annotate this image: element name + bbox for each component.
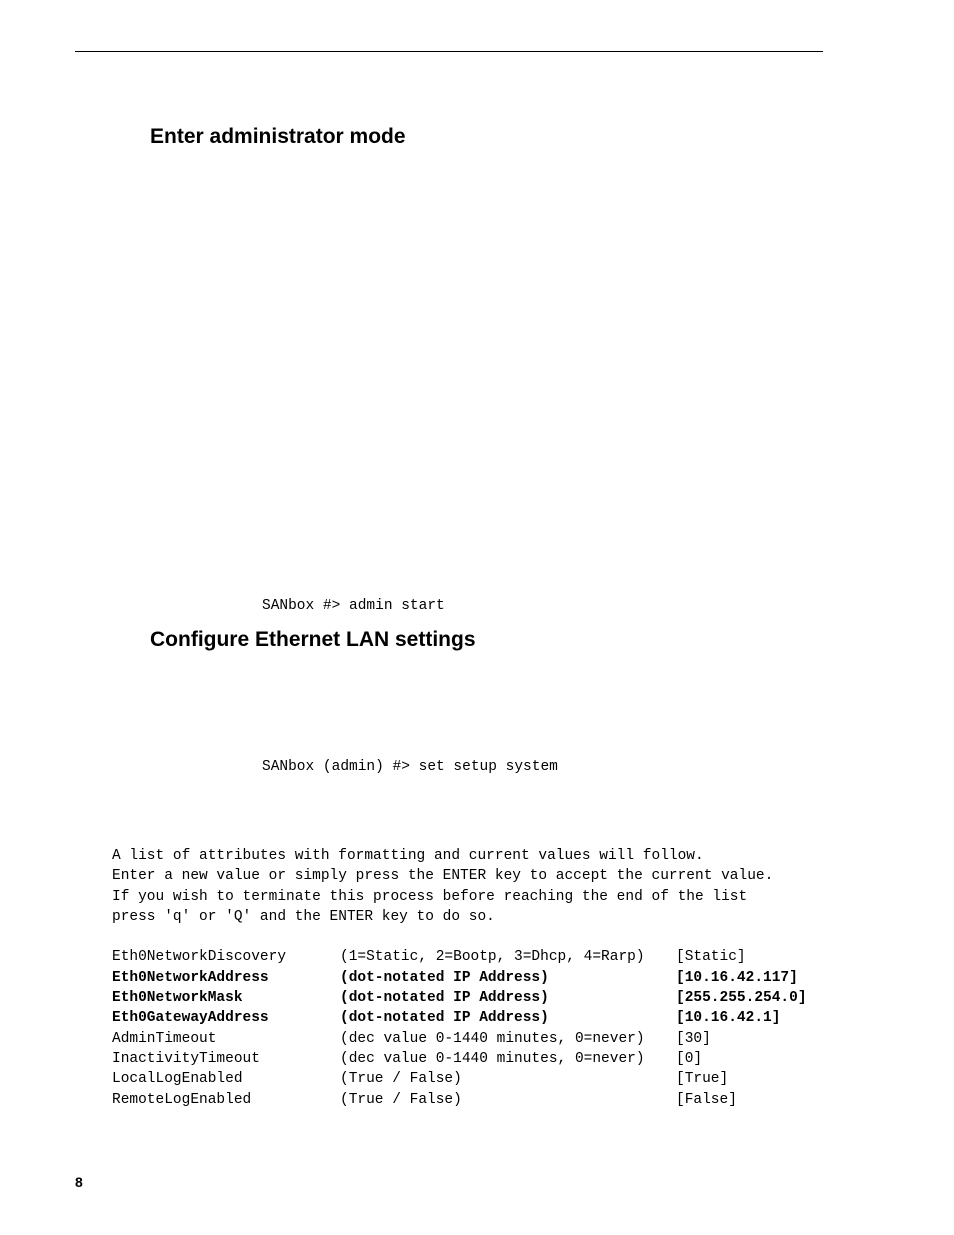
attribute-value: [10.16.42.1] — [676, 1010, 781, 1027]
attribute-row-local-log-enabled — [112, 1069, 807, 1089]
command-set-setup-system: SANbox (admin) #> set setup system — [262, 759, 558, 775]
command-admin-start: SANbox #> admin start — [262, 598, 445, 614]
attribute-value: [10.16.42.117] — [676, 969, 798, 986]
attribute-format: (True / False) — [340, 1071, 462, 1088]
attribute-row-inactivity-timeout — [112, 1049, 807, 1069]
attribute-format: (dot-notated IP Address) — [340, 990, 549, 1007]
attribute-value: [30] — [676, 1030, 711, 1047]
attribute-value: [Static] — [676, 949, 746, 966]
attribute-name: Eth0NetworkMask — [112, 990, 243, 1007]
attribute-name: RemoteLogEnabled — [112, 1091, 252, 1108]
attribute-row-eth0-network-mask — [112, 988, 807, 1008]
header-rule — [75, 51, 823, 52]
attribute-format: (dot-notated IP Address) — [340, 969, 549, 986]
attribute-row-eth0-gateway-address — [112, 1008, 807, 1028]
attribute-name: Eth0NetworkAddress — [112, 969, 269, 986]
attribute-name: AdminTimeout — [112, 1030, 217, 1047]
page-number: 8 — [75, 1174, 83, 1190]
attribute-name: LocalLogEnabled — [112, 1071, 243, 1088]
console-output — [112, 846, 807, 1110]
attribute-format: (dec value 0-1440 minutes, 0=never) — [340, 1050, 645, 1067]
attribute-value: [255.255.254.0] — [676, 990, 807, 1007]
console-intro-line: A list of attributes with formatting and current values will follow. — [112, 848, 704, 864]
attribute-format: (True / False) — [340, 1091, 462, 1108]
console-intro-line: If you wish to terminate this process before reaching the end of the list — [112, 888, 748, 905]
attribute-row-remote-log-enabled — [112, 1090, 807, 1110]
console-intro-line: Enter a new value or simply press the ENTER key to accept the current value. — [112, 868, 774, 885]
attribute-name: Eth0GatewayAddress — [112, 1010, 269, 1027]
attribute-row-admin-timeout — [112, 1029, 807, 1049]
attribute-format: (1=Static, 2=Bootp, 3=Dhcp, 4=Rarp) — [340, 949, 645, 966]
attribute-name: Eth0NetworkDiscovery — [112, 949, 287, 966]
attribute-format: (dot-notated IP Address) — [340, 1010, 549, 1027]
attribute-value: [0] — [676, 1050, 703, 1067]
attribute-value: [True] — [676, 1071, 729, 1088]
attribute-format: (dec value 0-1440 minutes, 0=never) — [340, 1030, 645, 1047]
attribute-row-eth0-network-address — [112, 968, 807, 988]
attribute-name: InactivityTimeout — [112, 1050, 260, 1067]
section-heading-admin-mode: Enter administrator mode — [150, 125, 406, 148]
attribute-row-eth0-network-discovery — [112, 947, 807, 967]
console-blank-line — [112, 927, 807, 947]
console-intro-line: press 'q' or 'Q' and the ENTER key to do so. — [112, 908, 495, 925]
attribute-value: [False] — [676, 1091, 737, 1108]
section-heading-ethernet-lan: Configure Ethernet LAN settings — [150, 628, 476, 651]
